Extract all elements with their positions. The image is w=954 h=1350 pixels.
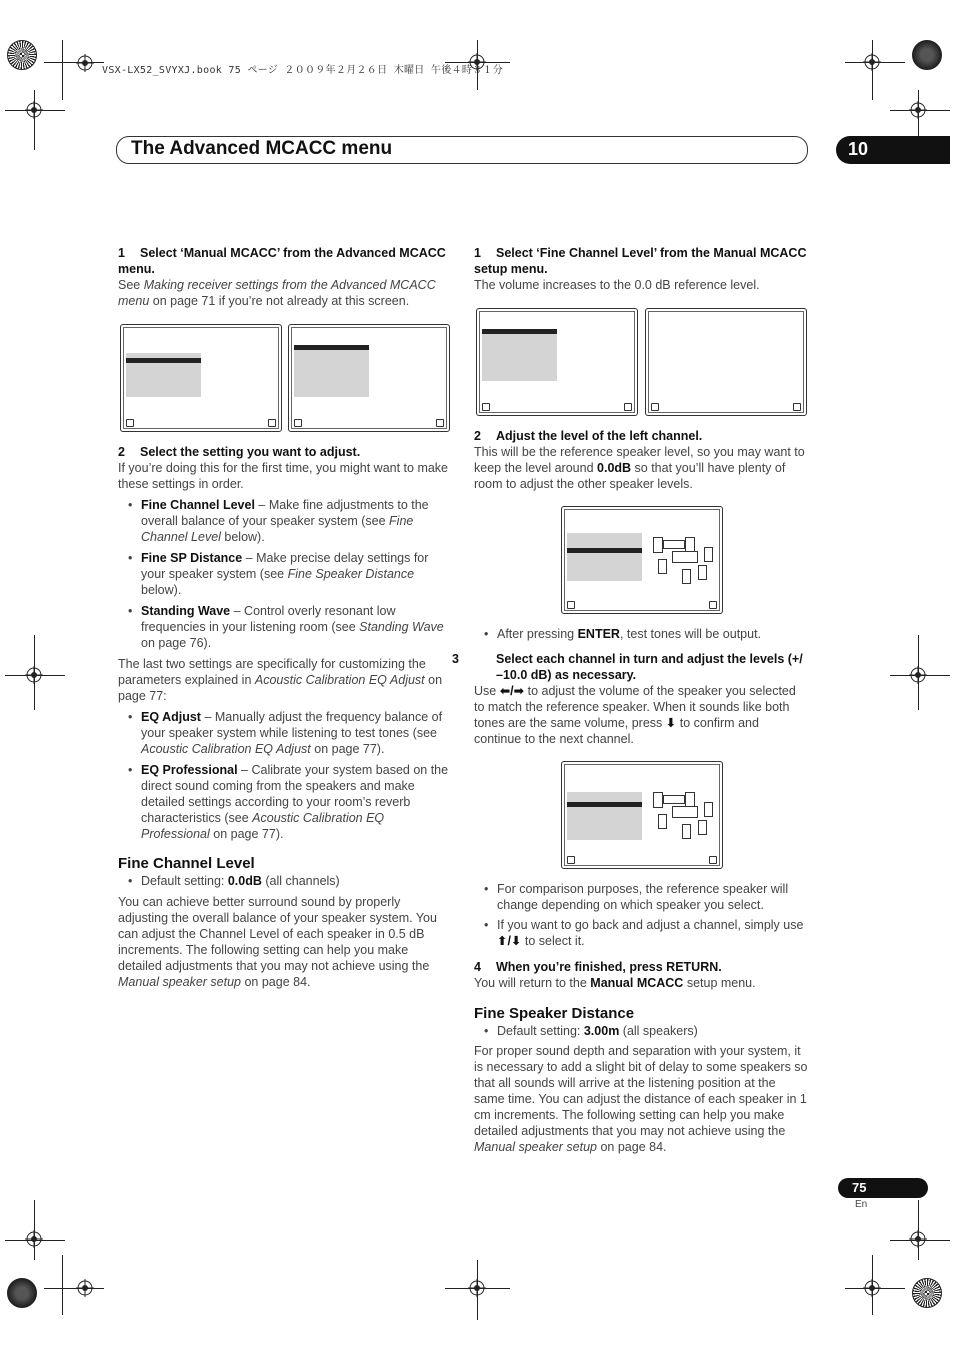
step-body: This will be the reference speaker level, so you may want to keep the level around 0.0dB so that you’ll have plenty of room to adjust the other speaker levels. — [474, 445, 805, 491]
registration-mark-icon — [907, 99, 929, 121]
default-setting — [474, 1023, 808, 1039]
step-heading: 2 Select the setting you want to adjust. — [118, 445, 361, 459]
chapter-title: The Advanced MCACC menu — [131, 138, 393, 159]
osd-screen-blank — [645, 308, 807, 416]
color-rosette-icon — [7, 1278, 37, 1308]
section-body: For proper sound depth and separation with your system, it is necessary to add a slight bit of delay to some speakers so that all sounds will arrive at the listening position at the same time. You can adjust the distance of each speaker in 1 cm increments. The following setting can help you make detailed adjustments that you may not achieve using the Manual speaker setup on page 84. — [474, 1044, 808, 1154]
step-body: You will return to the Manual MCACC setup menu. — [474, 976, 756, 990]
down-arrow-icon: ⬇ — [665, 716, 677, 730]
list-item: • Fine Channel Level – Make fine adjustments to the overall balance of your speaker system (see Fine Channel Level below). — [118, 497, 452, 545]
section-heading: Fine Channel Level — [118, 855, 255, 872]
section-heading: Fine Speaker Distance — [474, 1005, 635, 1022]
list-item: • Default setting: 3.00m (all speakers) — [474, 1023, 808, 1039]
chapter-number-tab — [836, 136, 950, 164]
list-item: • Standing Wave – Control overly resonant low frequencies in your listening room (see Standing Wave on page 76). — [118, 603, 452, 651]
step-body: If you’re doing this for the first time, you might want to make these settings in order. — [118, 461, 449, 491]
up-down-arrows-icon: ⬆/⬇ — [497, 934, 522, 948]
default-setting — [118, 873, 452, 889]
language-code: En — [855, 1199, 868, 1210]
list-item: • For comparison purposes, the reference speaker will change depending on which speaker you select. — [474, 881, 808, 913]
list-item: • EQ Professional – Calibrate your system based on the direct sound coming from the speakers and make detailed settings according to your room’s reverb characteristics (see Acoustic Calibration EQ Professional on page 77). — [118, 762, 452, 842]
registration-mark-icon — [74, 1277, 96, 1299]
list-item: • EQ Adjust – Manually adjust the frequency balance of your speaker system while listening to test tones (see Acoustic Calibration EQ Adjust on page 77). — [118, 709, 452, 757]
paragraph: The last two settings are specifically for customizing the parameters explained in Acoustic Calibration EQ Adjust on page 77: — [118, 657, 443, 703]
right-step3 — [452, 651, 808, 747]
print-info: VSX-LX52_SVYXJ.book 75 ページ ２００９年２月２６日 木曜日 午後４時３１分 — [102, 65, 504, 76]
chapter-header — [116, 136, 808, 164]
osd-screen-manual-mcacc-select — [476, 308, 638, 416]
registration-mark-icon — [466, 1277, 488, 1299]
step-body: The volume increases to the 0.0 dB reference level. — [474, 278, 760, 292]
fine-speaker-distance-section — [474, 1006, 808, 1155]
after-enter-note — [474, 626, 808, 642]
step-body: See Making receiver settings from the Advanced MCACC menu on page 71 if you’re not already at this screen. — [118, 278, 436, 308]
registration-mark-icon — [861, 51, 883, 73]
registration-mark-icon — [23, 664, 45, 686]
right-step2 — [474, 428, 808, 492]
color-rosette-icon — [912, 40, 942, 70]
section-body: You can achieve better surround sound by properly adjusting the overall balance of your speaker system. You can adjust the Channel Level of each speaker in 0.5 dB increments. The following setting can help you make detailed adjustments that you may not achieve using the Manual speaker setup on page 84. — [118, 895, 437, 989]
list-item: • Fine SP Distance – Make precise delay settings for your speaker system (see Fine Speaker Distance below). — [118, 550, 452, 598]
osd-screen-fine-channel-level — [561, 506, 723, 614]
left-step2 — [118, 444, 452, 842]
list-item: • After pressing ENTER, test tones will be output. — [474, 626, 808, 642]
right-step4 — [474, 959, 808, 991]
eq-settings-list — [118, 709, 452, 842]
settings-list — [118, 497, 452, 651]
step-heading: 4 When you’re finished, press RETURN. — [474, 960, 722, 974]
step-heading: 2 Adjust the level of the left channel. — [474, 429, 703, 443]
comparison-notes — [474, 881, 808, 949]
osd-screen-manual-mcacc — [288, 324, 450, 432]
registration-mark-icon — [907, 664, 929, 686]
color-rosette-icon — [7, 40, 37, 70]
registration-mark-icon — [23, 99, 45, 121]
registration-mark-icon — [23, 1228, 45, 1250]
step-body: Use ⬅/➡ to adjust the volume of the speaker you selected to match the reference speaker. When it sounds like both tones are the same volume, press ⬇ to confirm and continue to the next channel. — [474, 684, 796, 746]
step-heading: 1 Select ‘Manual MCACC’ from the Advanced MCACC menu. — [118, 246, 446, 276]
right-step1 — [474, 245, 808, 293]
registration-mark-icon — [74, 52, 96, 74]
color-rosette-icon — [912, 1278, 942, 1308]
page-number: 75 — [852, 1180, 867, 1195]
left-step1 — [118, 245, 452, 309]
list-item: • If you want to go back and adjust a channel, simply use ⬆/⬇ to select it. — [474, 917, 808, 949]
osd-screen-advanced-mcacc — [120, 324, 282, 432]
fine-channel-level-section — [118, 856, 452, 990]
list-item: • Default setting: 0.0dB (all channels) — [118, 873, 452, 889]
registration-mark-icon — [907, 1228, 929, 1250]
left-right-arrows-icon: ⬅/➡ — [499, 684, 525, 698]
osd-screen-fine-channel-level-adjust — [561, 761, 723, 869]
page-number-tab — [838, 1178, 928, 1198]
chapter-number: 10 — [848, 139, 869, 159]
registration-mark-icon — [861, 1277, 883, 1299]
step-heading: 1 Select ‘Fine Channel Level’ from the Manual MCACC setup menu. — [474, 246, 807, 276]
step-heading: 3 Select each channel in turn and adjust the levels (+/ –10.0 dB) as necessary. — [452, 652, 803, 682]
